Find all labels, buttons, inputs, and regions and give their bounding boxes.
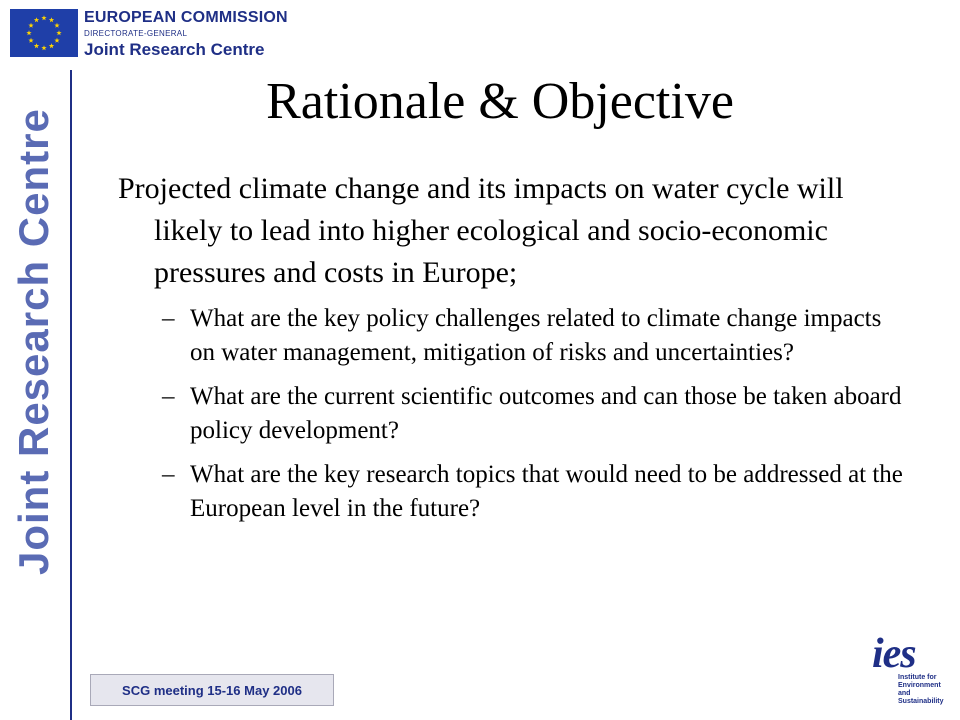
meeting-footer: SCG meeting 15-16 May 2006	[90, 674, 334, 706]
commission-header	[84, 9, 288, 60]
ies-logo	[872, 631, 952, 716]
bullet-dash: –	[162, 383, 175, 410]
sub-point-text: What are the key policy challenges related to climate change impacts on water management, mitigation of risks and uncertainties?	[190, 305, 882, 366]
sidebar-divider	[70, 70, 72, 720]
sub-point-text: What are the key research topics that would need to be addressed at the European level in the future?	[190, 461, 903, 522]
centre-label: Joint Research Centre	[84, 40, 265, 59]
slide-body	[118, 168, 908, 536]
sub-point	[118, 302, 908, 370]
ies-wordmark: ies	[872, 631, 916, 677]
vertical-brand-text: Joint Research Centre	[10, 108, 57, 575]
commission-title: EUROPEAN COMMISSION	[84, 9, 288, 26]
ies-caption: Institute for Environment and Sustainability	[898, 674, 944, 705]
sub-point	[118, 380, 908, 448]
slide-title: Rationale & Objective	[266, 73, 734, 130]
sub-point-text: What are the current scientific outcomes and can those be taken aboard policy development?	[190, 383, 902, 444]
directorate-label: DIRECTORATE-GENERAL	[84, 29, 188, 38]
bullet-dash: –	[162, 461, 175, 488]
sub-point	[118, 458, 908, 526]
main-point: Projected climate change and its impacts on water cycle will likely to lead into higher ecological and socio-economic pressures and costs in Europe;	[118, 172, 844, 289]
eu-flag-icon	[10, 9, 78, 57]
bullet-dash: –	[162, 305, 175, 332]
